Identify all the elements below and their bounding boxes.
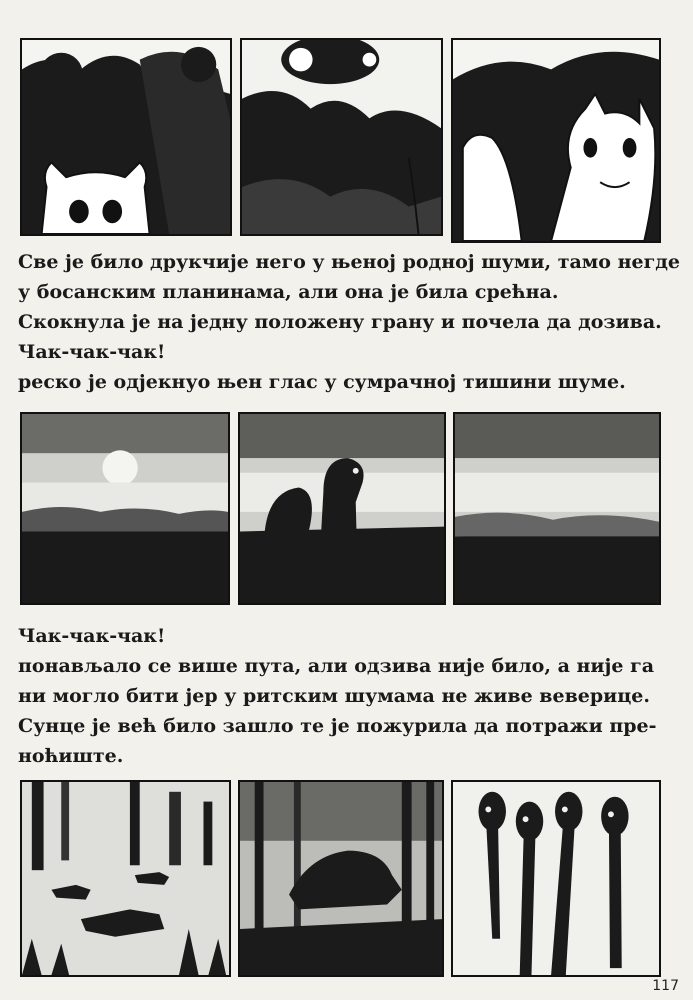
- comic-panel-birds-silhouette: [451, 780, 661, 977]
- paragraph-2: [18, 621, 678, 771]
- paragraph-1: [18, 247, 678, 397]
- comic-panel-dark-foliage: [240, 38, 443, 236]
- comic-panel-squirrel-in-forest: [20, 38, 232, 236]
- page-number: 117: [652, 978, 679, 994]
- comic-panel-sunset-marsh: [20, 412, 230, 605]
- text-line: у босанским планинама, али она је била срећна.: [18, 281, 559, 303]
- comic-panel-boar-silhouette: [238, 780, 444, 977]
- comic-panel-squirrel-closeup: [451, 38, 661, 243]
- comic-panel-deer-grazing: [20, 780, 231, 977]
- text-line: Чак-чак-чак!: [18, 341, 166, 363]
- comic-panel-squirrel-silhouette: [238, 412, 446, 605]
- text-line: Чак-чак-чак!: [18, 625, 166, 647]
- text-line: ноћиште.: [18, 745, 124, 767]
- comic-panel-empty-marsh: [453, 412, 661, 605]
- text-line: Скокнула је на једну положену грану и почела да дозива.: [18, 311, 662, 333]
- text-line: Све је било друкчије него у њеној родној шуми, тамо негде: [18, 251, 680, 273]
- text-line: понављало се више пута, али одзива није било, а није га: [18, 655, 655, 677]
- text-line: Сунце је већ било зашло те је пожурила да потражи пре-: [18, 715, 657, 737]
- text-line: ни могло бити јер у ритским шумама не живе веверице.: [18, 685, 650, 707]
- text-line: реско је одјекнуо њен глас у сумрачној тишини шуме.: [18, 371, 626, 393]
